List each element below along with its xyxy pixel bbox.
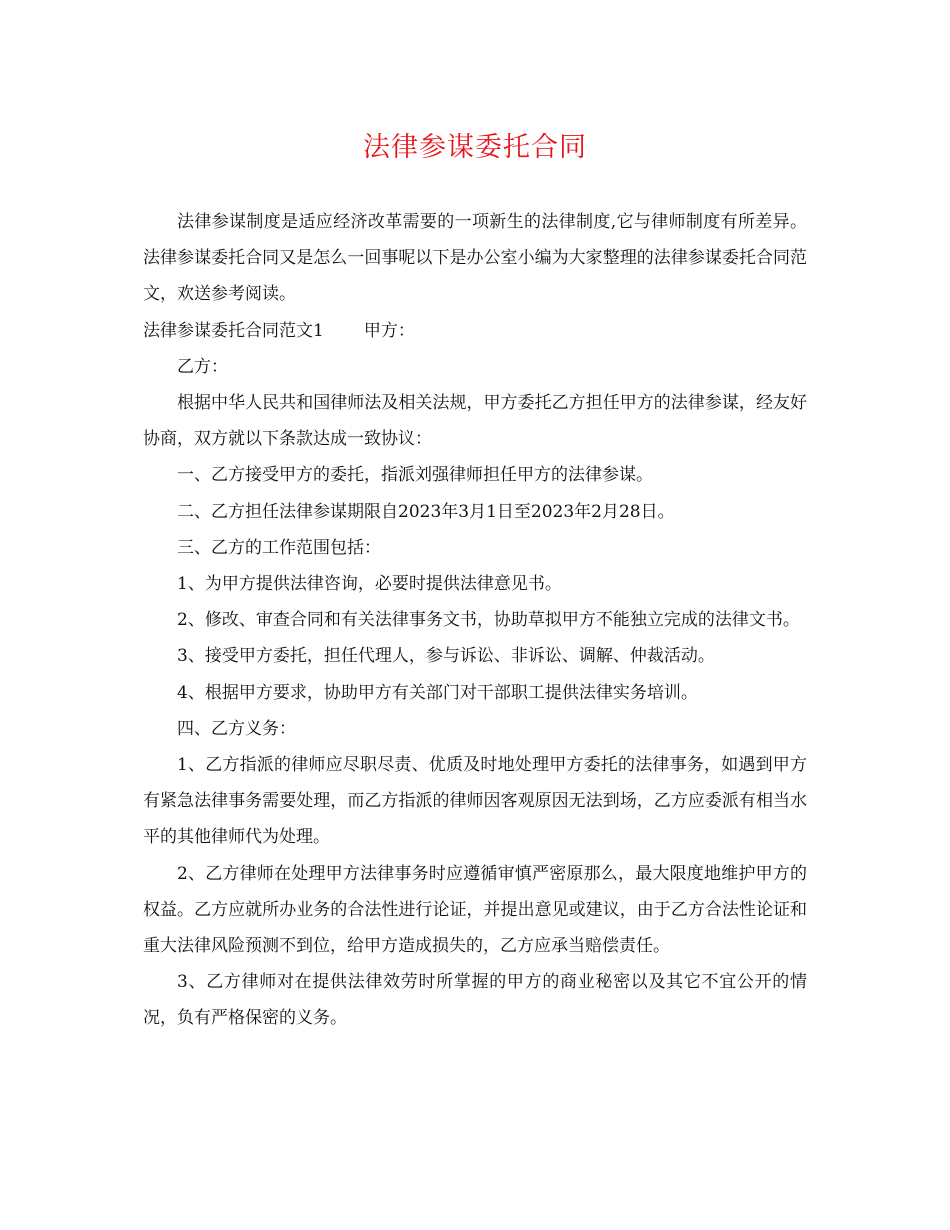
document-body	[143, 204, 807, 1037]
clause-2: 二、乙方担任法律参谋期限自2023年3月1日至2023年2月28日。	[177, 501, 675, 522]
clause-4: 四、乙方义务：	[177, 718, 296, 739]
party-b-label: 乙方：	[177, 356, 228, 377]
scope-item: 4、根据甲方要求，协助甲方有关部门对干部职工提供法律实务培训。	[177, 682, 698, 703]
duty-item: 1、乙方指派的律师应尽职尽责、优质及时地处理甲方委托的法律事务，如遇到甲方有紧急法律事务需要处理，而乙方指派的律师因客观原因无法到场，乙方应委派有相当水平的其他律师代为处理。	[143, 755, 807, 848]
clause-1: 一、乙方接受甲方的委托，指派刘强律师担任甲方的法律参谋。	[177, 465, 653, 486]
duty-item: 3、乙方律师对在提供法律效劳时所掌握的甲方的商业秘密以及其它不宜公开的情况，负有严格保密的义务。	[143, 972, 807, 1029]
scope-item: 3、接受甲方委托，担任代理人，参与诉讼、非诉讼、调解、仲裁活动。	[177, 646, 715, 667]
document-title: 法律参谋委托合同	[363, 132, 587, 163]
sample-heading: 法律参谋委托合同范文1	[143, 320, 324, 341]
scope-item: 2、修改、审查合同和有关法律事务文书，协助草拟甲方不能独立完成的法律文书。	[177, 610, 800, 631]
duty-item: 2、乙方律师在处理甲方法律事务时应遵循审慎严密原那么，最大限度地维护甲方的权益。乙方应就所办业务的合法性进行论证，并提出意见或建议，由于乙方合法性论证和重大法律风险预测不到位，给甲方造成损失的，乙方应承当赔偿责任。	[143, 863, 807, 957]
scope-item: 1、为甲方提供法律咨询，必要时提供法律意见书。	[177, 574, 562, 595]
sample-heading-line	[143, 313, 807, 349]
clause-3: 三、乙方的工作范围包括：	[177, 537, 381, 558]
intro-paragraph: 法律参谋制度是适应经济改革需要的一项新生的法律制度,它与律师制度有所差异。法律参谋委托合同又是怎么一回事呢以下是办公室小编为大家整理的法律参谋委托合同范文，欢送参考阅读。	[143, 212, 807, 305]
preamble-paragraph: 根据中华人民共和国律师法及相关法规，甲方委托乙方担任甲方的法律参谋，经友好协商，双方就以下条款达成一致协议：	[143, 393, 807, 450]
party-a-label: 甲方：	[363, 320, 415, 341]
